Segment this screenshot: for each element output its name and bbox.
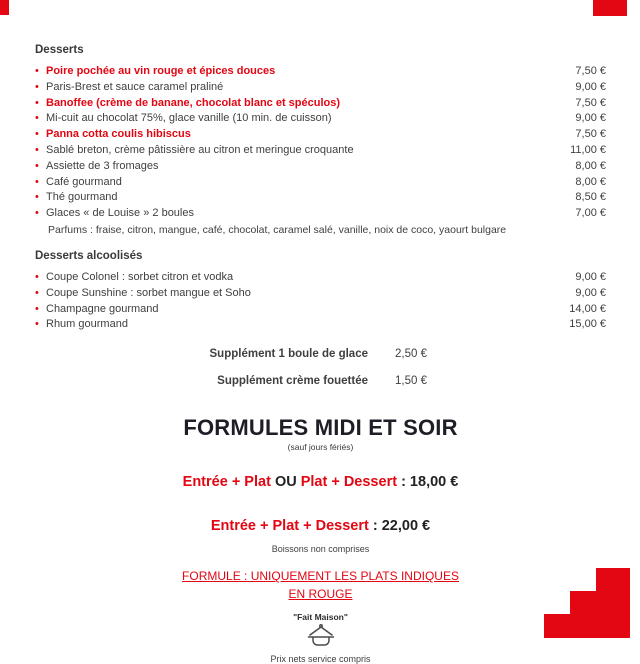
desserts-alcoolises-section-title: Desserts alcoolisés bbox=[35, 249, 143, 262]
formules-title: FORMULES MIDI ET SOIR bbox=[183, 415, 458, 441]
formule-complete-line bbox=[35, 518, 606, 534]
desserts-section-title: Desserts bbox=[35, 44, 84, 56]
bullet-icon: • bbox=[35, 318, 39, 331]
menu-item bbox=[35, 159, 606, 175]
formule-plat-dessert: Plat + Dessert bbox=[300, 474, 398, 491]
menu-item bbox=[35, 302, 606, 318]
menu-item bbox=[35, 317, 606, 333]
menu-item-label: Sablé breton, crème pâtissière au citron et meringue croquante bbox=[46, 143, 354, 156]
glaces-parfums-note: Parfums : fraise, citron, mangue, café, chocolat, caramel salé, vanille, noix de coco, yaourt bulgare bbox=[48, 223, 507, 236]
bullet-icon: • bbox=[35, 191, 39, 204]
fait-maison-logo-wrap bbox=[35, 624, 606, 653]
top-right-corner-decoration bbox=[593, 0, 627, 16]
menu-item bbox=[35, 286, 606, 302]
menu-item-label: Thé gourmand bbox=[46, 191, 118, 204]
menu-item-price: 8,00 € bbox=[575, 175, 606, 188]
menu-item-label: Coupe Colonel : sorbet citron et vodka bbox=[46, 270, 234, 283]
bullet-icon: • bbox=[35, 159, 39, 172]
bullet-icon: • bbox=[35, 80, 39, 93]
menu-item bbox=[35, 206, 606, 222]
menu-item bbox=[35, 175, 606, 191]
menu-item bbox=[35, 127, 606, 143]
menu-item-price: 8,00 € bbox=[575, 159, 606, 172]
formule-warning bbox=[35, 567, 606, 603]
menu-item-label: Paris-Brest et sauce caramel praliné bbox=[46, 80, 224, 93]
menu-item-price: 9,00 € bbox=[575, 286, 606, 299]
desserts-alcoolises-list bbox=[35, 270, 606, 333]
menu-item-label: Poire pochée au vin rouge et épices douces bbox=[46, 65, 276, 77]
menu-item-label: Glaces « de Louise » 2 boules bbox=[46, 207, 194, 220]
supplement-price: 1,50 € bbox=[395, 375, 427, 388]
bullet-icon: • bbox=[35, 270, 39, 283]
formule-warning-line2: EN ROUGE bbox=[288, 587, 353, 602]
formule-entree-plat: Entrée + Plat bbox=[182, 474, 271, 491]
menu-item-label: Mi-cuit au chocolat 75%, glace vanille (10 min. de cuisson) bbox=[46, 112, 332, 125]
menu-item bbox=[35, 64, 606, 80]
supplement-row bbox=[35, 375, 606, 387]
menu-item-price: 7,50 € bbox=[575, 65, 606, 77]
menu-item-price: 9,00 € bbox=[575, 270, 606, 283]
bullet-icon: • bbox=[35, 128, 39, 141]
bullet-icon: • bbox=[35, 96, 39, 109]
formule-entree-plat-dessert: Entrée + Plat + Dessert bbox=[210, 518, 369, 535]
formule-price-18: : 18,00 € bbox=[401, 474, 459, 491]
menu-item-price: 7,50 € bbox=[575, 128, 606, 141]
supplement-price: 2,50 € bbox=[395, 348, 427, 361]
menu-item-label: Champagne gourmand bbox=[46, 302, 159, 315]
menu-item bbox=[35, 190, 606, 206]
menu-item-price: 14,00 € bbox=[569, 302, 606, 315]
menu-item-price: 9,00 € bbox=[575, 112, 606, 125]
menu-item-price: 7,50 € bbox=[575, 96, 606, 109]
supplement-row bbox=[35, 348, 606, 360]
menu-item-price: 9,00 € bbox=[575, 80, 606, 93]
fait-maison-label: "Fait Maison" bbox=[293, 612, 348, 623]
menu-item-label: Coupe Sunshine : sorbet mangue et Soho bbox=[46, 286, 251, 299]
menu-item-label: Rhum gourmand bbox=[46, 318, 128, 331]
bullet-icon: • bbox=[35, 143, 39, 156]
menu-item-label: Café gourmand bbox=[46, 175, 122, 188]
desserts-list bbox=[35, 64, 606, 238]
bullet-icon: • bbox=[35, 207, 39, 220]
menu-item-price: 8,50 € bbox=[575, 191, 606, 204]
supplement-label: Supplément crème fouettée bbox=[217, 375, 368, 388]
menu-item-price: 7,00 € bbox=[575, 207, 606, 220]
bullet-icon: • bbox=[35, 112, 39, 125]
formule-ou: OU bbox=[274, 474, 297, 491]
boissons-note: Boissons non comprises bbox=[271, 544, 370, 555]
bullet-icon: • bbox=[35, 65, 39, 77]
supplement-label: Supplément 1 boule de glace bbox=[209, 348, 368, 361]
bullet-icon: • bbox=[35, 175, 39, 188]
stairs-decoration bbox=[544, 568, 630, 638]
formule-warning-line1: FORMULE : UNIQUEMENT LES PLATS INDIQUES bbox=[182, 569, 459, 584]
menu-item-label: Assiette de 3 fromages bbox=[46, 159, 159, 172]
fait-maison-logo-icon bbox=[307, 624, 335, 648]
formule-midi-line bbox=[35, 474, 606, 490]
bullet-icon: • bbox=[35, 302, 39, 315]
menu-item-price: 11,00 € bbox=[570, 143, 606, 156]
bullet-icon: • bbox=[35, 286, 39, 299]
menu-item-label: Banoffee (crème de banane, chocolat blanc et spéculos) bbox=[46, 96, 341, 109]
menu-item bbox=[35, 143, 606, 159]
menu-item-label: Panna cotta coulis hibiscus bbox=[46, 128, 191, 141]
menu-item-price: 15,00 € bbox=[569, 318, 606, 331]
footer-note: Prix nets service compris bbox=[270, 654, 371, 664]
top-left-corner-decoration bbox=[0, 0, 9, 15]
formule-price-22: : 22,00 € bbox=[372, 518, 431, 535]
menu-item bbox=[35, 111, 606, 127]
menu-item bbox=[35, 80, 606, 96]
formules-subtitle: (sauf jours fériés) bbox=[287, 442, 354, 453]
menu-item bbox=[35, 270, 606, 286]
menu-item bbox=[35, 96, 606, 112]
